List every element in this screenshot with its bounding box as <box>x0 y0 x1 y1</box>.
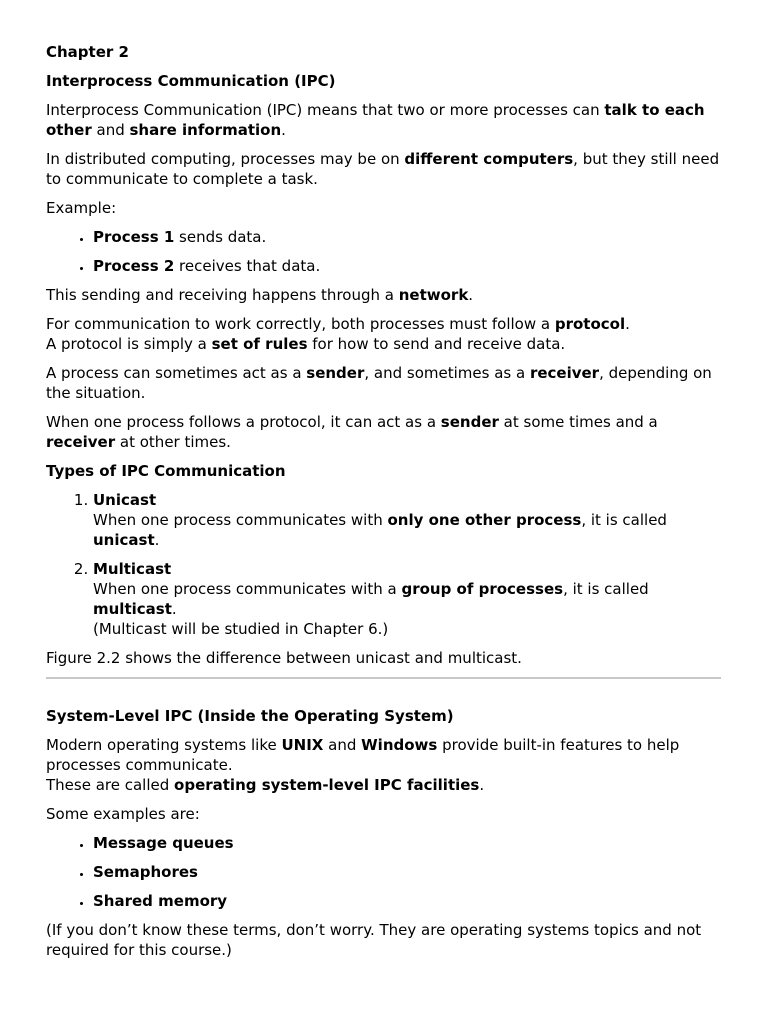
types-heading: Types of IPC Communication <box>46 462 286 480</box>
paragraph-network: This sending and receiving happens through a network. <box>46 286 474 304</box>
figure-note: Figure 2.2 shows the difference between unicast and multicast. <box>46 649 522 667</box>
section-divider <box>46 677 721 679</box>
paragraph-distributed: In distributed computing, processes may be on different computers, but they still need to communicate to complete a task. <box>46 150 720 188</box>
paragraph-sender-receiver: A process can sometimes act as a sender, and sometimes as a receiver, depending on the situation. <box>46 364 712 402</box>
os-examples-list <box>46 833 722 911</box>
list-item: • Process 2 receives that data. <box>93 256 722 276</box>
ipc-heading: Interprocess Communication (IPC) <box>46 72 336 90</box>
paragraph-protocol-roles: When one process follows a protocol, it can act as a sender at some times and a receiver at other times. <box>46 413 658 451</box>
list-item: • Process 1 sends data. <box>93 227 722 247</box>
system-ipc-heading: System-Level IPC (Inside the Operating System) <box>46 707 454 725</box>
list-item-unicast: 1. Unicast When one process communicates with only one other process, it is called unicast. <box>93 490 722 550</box>
example-label: Example: <box>46 199 117 217</box>
list-item: • Shared memory <box>93 891 722 911</box>
examples-label: Some examples are: <box>46 805 200 823</box>
paragraph-protocol: For communication to work correctly, both processes must follow a protocol. A protocol is simply a set of rules for how to send and receive data. <box>46 315 630 353</box>
list-item: • Message queues <box>93 833 722 853</box>
example-list <box>46 227 722 276</box>
list-item-multicast: 2. Multicast When one process communicates with a group of processes, it is called multicast. (Multicast will be studied in Chapter 6.) <box>93 559 722 639</box>
types-list <box>46 490 722 639</box>
paragraph-os-ipc: Modern operating systems like UNIX and Windows provide built-in features to help processes communicate. These are called operating system-level IPC facilities. <box>46 736 680 794</box>
chapter-label: Chapter 2 <box>46 43 129 61</box>
paragraph-ipc-definition: Interprocess Communication (IPC) means that two or more processes can talk to each other and share information. <box>46 101 705 139</box>
list-item: • Semaphores <box>93 862 722 882</box>
closing-note: (If you don’t know these terms, don’t worry. They are operating systems topics and not required for this course.) <box>46 921 702 959</box>
